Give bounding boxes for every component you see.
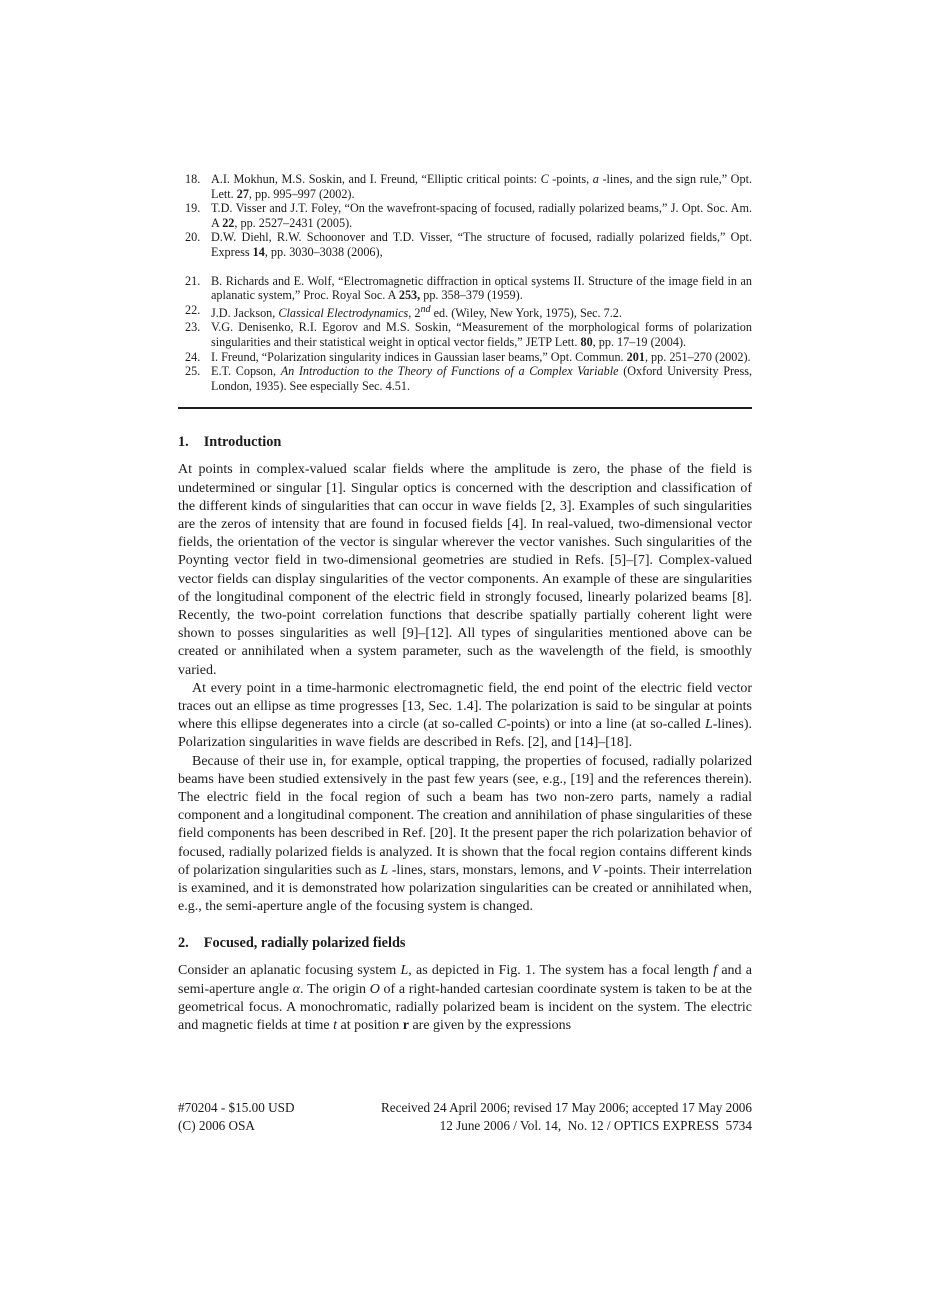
reference-item-23: [178, 320, 752, 349]
reference-number: 18.: [185, 172, 201, 186]
reference-text: A.I. Mokhun, M.S. Soskin, and I. Freund, “Elliptic critical points: C -points, a -lines, and the sign rule,” Opt. Lett. 27, pp. 995–997 (2002).: [211, 172, 753, 201]
reference-number: 23.: [185, 320, 201, 335]
reference-number: 20.: [185, 230, 201, 245]
footer-left-column: [178, 1099, 295, 1135]
reference-item-19: [178, 201, 752, 230]
reference-item-25: [178, 364, 752, 393]
reference-item-22: [178, 303, 752, 321]
reference-list: [178, 172, 752, 393]
intro-paragraph-2: At every point in a time-harmonic electromagnetic field, the end point of the electric field vector traces out an ellipse as time progresses [13, Sec. 1.4]. The polarization is said to be singular at points where this ellipse degenerates into a circle (at so-called C-points) or into a line (at so-called L-lines). Polarization singularities in wave fields are described in Refs. [2], and [14]–[18].: [178, 680, 752, 751]
intro-paragraph-3: Because of their use in, for example, optical trapping, the properties of focused, radially polarized beams have been studied extensively in the past few years (see, e.g., [19] and the references therein). The electric field in the focal region of such a beam has two non-zero parts, namely a radial component and a longitudinal component. The creation and annihilation of phase singularities of these field components has been described in Ref. [20]. It the present paper the rich polarization behavior of focused, radially polarized fields is analyzed. It is shown that the focal region contains different kinds of polarization singularities such as L -lines, stars, monstars, lemons, and V -points. Their interrelation is examined, and it is demonstrated how polarization singularities can be created or annihilated when, e.g., the semi-aperture angle of the focusing system is changed.: [178, 753, 752, 915]
reference-number: 21.: [185, 273, 201, 288]
reference-item-18: [178, 172, 752, 201]
reference-text: B. Richards and E. Wolf, “Electromagnetic diffraction in optical systems II. Structure of the image field in an aplanatic system,” Proc. Royal Soc. A 253, pp. 358–379 (1959).: [211, 273, 752, 303]
reference-text: E.T. Copson, An Introduction to the Theory of Functions of a Complex Variable (Oxford University Press, London, 1935). See especially Sec. 4.51.: [211, 364, 752, 393]
copyright-line: (C) 2006 OSA: [178, 1118, 255, 1133]
reference-text: J.D. Jackson, Classical Electrodynamics, 2nd ed. (Wiley, New York, 1975), Sec. 7.2.: [211, 303, 622, 320]
section2-paragraph-1: Consider an aplanatic focusing system L, as depicted in Fig. 1. The system has a focal length f and a semi-aperture angle α. The origin O of a right-handed cartesian coordinate system is taken to be at the geometrical focus. A monochromatic, radially polarized beam is incident on the system. The electric and magnetic fields at time t at position r are given by the expressions: [178, 963, 752, 1034]
reference-item-24: [178, 350, 752, 365]
journal-issue-line: 12 June 2006 / Vol. 14, No. 12 / OPTICS EXPRESS 5734: [439, 1118, 752, 1133]
section-title: Introduction: [203, 434, 282, 451]
reference-text: T.D. Visser and J.T. Foley, “On the wavefront-spacing of focused, radially polarized beams,” J. Opt. Soc. Am. A 22, pp. 2527–2431 (2005).: [211, 201, 752, 230]
reference-text: I. Freund, “Polarization singularity indices in Gaussian laser beams,” Opt. Commun. 201, pp. 251–270 (2002).: [211, 349, 751, 364]
section-divider: [178, 407, 752, 409]
intro-paragraph-1: At points in complex-valued scalar fields where the amplitude is zero, the phase of the field is undetermined or singular [1]. Singular optics is concerned with the description and classification of the different kinds of singularities that can occur in wave fields [2, 3]. Examples of such singularities are the zeros of intensity that are found in focused fields [4]. In real-valued, two-dimensional vector fields, the orientation of the vector is singular wherever the vector vanishes. Such singularities of the Poynting vector field in two-dimensional geometries are studied in Refs. [5]–[7]. Complex-valued vector fields can display singularities of the vector components. An example of these are singularities of the longitudinal component of the electric field in strongly focused, linearly polarized beams [8]. Recently, the two-point correlation functions that describe spatially partially coherent light were shown to posses singularities as well [9]–[12]. All types of singularities mentioned above can be created or annihilated when a system parameter, such as the wavelength of the field, is smoothly varied.: [178, 462, 752, 678]
reference-text: V.G. Denisenko, R.I. Egorov and M.S. Soskin, “Measurement of the morphological forms of polarization singularities and their statistical weight in optical vector fields,” JETP Lett. 80, pp. 17–19 (2004).: [211, 320, 752, 349]
section-number: 2.: [178, 935, 189, 952]
manuscript-id: #70204 - $15.00 USD: [178, 1100, 295, 1115]
page-content: [178, 172, 752, 1035]
reference-number: 22.: [185, 302, 201, 317]
reference-number: 25.: [185, 364, 201, 379]
section-1-heading: [178, 433, 752, 452]
section-title: Focused, radially polarized fields: [203, 935, 406, 952]
received-dates-line: Received 24 April 2006; revised 17 May 2006; accepted 17 May 2006: [381, 1100, 752, 1115]
reference-item-20: [178, 230, 752, 259]
reference-item-21: [178, 274, 752, 303]
section-2-heading: [178, 934, 752, 953]
reference-number: 24.: [185, 349, 201, 364]
reference-text: D.W. Diehl, R.W. Schoonover and T.D. Visser, “The structure of focused, radially polarized fields,” Opt. Express 14, pp. 3030–3038 (2006),: [211, 230, 752, 259]
section-number: 1.: [178, 434, 189, 451]
reference-number: 19.: [185, 201, 201, 216]
footer-right-column: [381, 1099, 752, 1135]
